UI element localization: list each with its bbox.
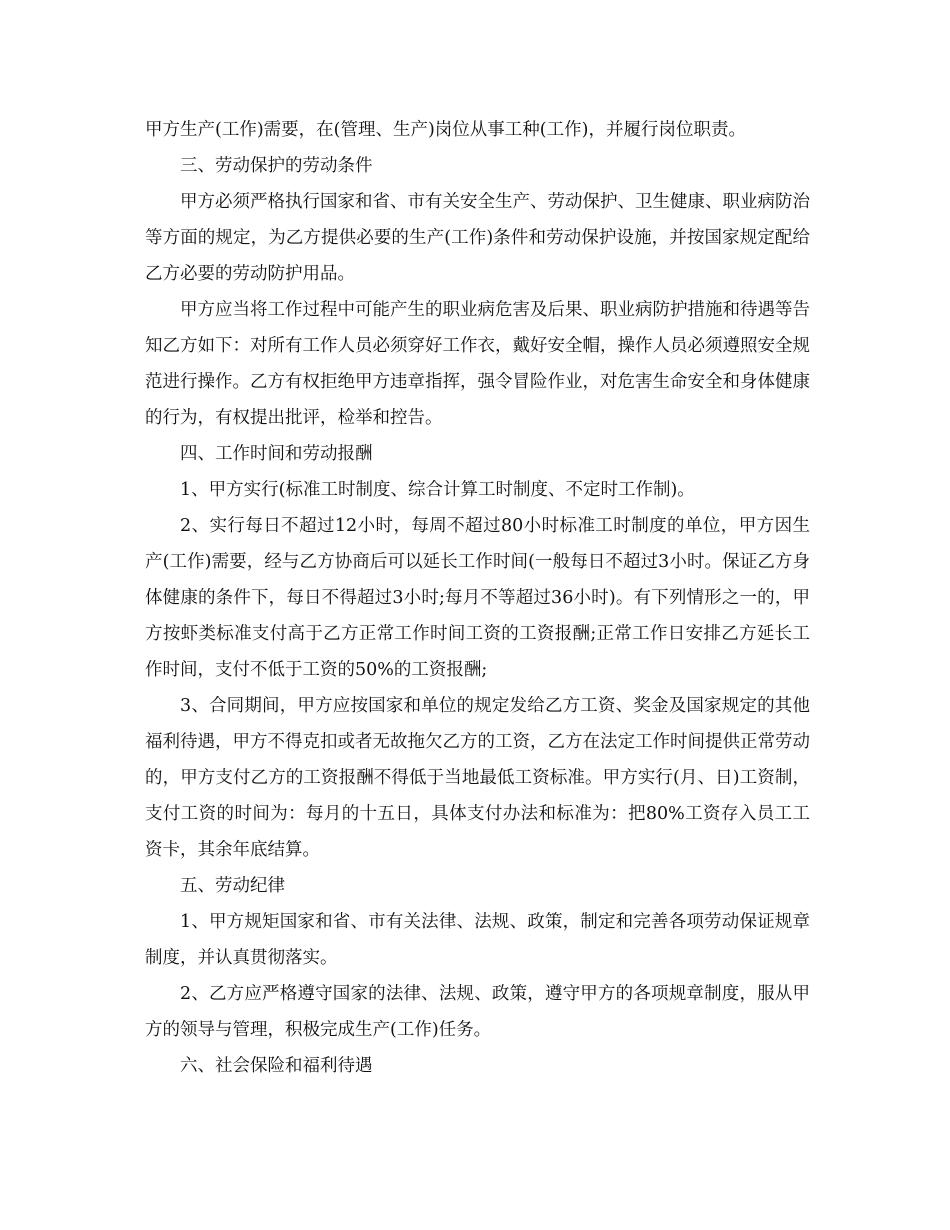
paragraph-employee-obligations: 2、乙方应严格遵守国家的法律、法规、政策，遵守甲方的各项规章制度，服从甲方的领导与管理，积极完成生产(工作)任务。 (145, 984, 810, 1040)
document-body (145, 112, 810, 1084)
paragraph-hazard-notification: 甲方应当将工作过程中可能产生的职业病危害及后果、职业病防护措施和待遇等告知乙方如下：对所有工作人员必须穿好工作衣，戴好安全帽，操作人员必须遵照安全规范进行操作。乙方有权拒绝甲方违章指挥，强令冒险作业，对危害生命安全和身体健康的行为，有权提出批评，检举和控告。 (145, 300, 810, 428)
paragraph-overtime: 2、实行每日不超过12小时，每周不超过80小时标准工时制度的单位，甲方因生产(工作)需要，经与乙方协商后可以延长工作时间(一般每日不超过3小时。保证乙方身体健康的条件下，每日不得超过3小时;每月不等超过36小时)。有下列情形之一的，甲方按虾类标准支付高于乙方正常工作时间工资的工资报酬;正常工作日安排乙方延长工作时间，支付不低于工资的50%的工资报酬; (145, 516, 810, 680)
paragraph-hours-system: 1、甲方实行(标准工时制度、综合计算工时制度、不定时工作制)。 (180, 480, 695, 500)
section-heading-working-hours: 四、工作时间和劳动报酬 (180, 444, 373, 464)
paragraph-job-duties: 甲方生产(工作)需要，在(管理、生产)岗位从事工种(工作)，并履行岗位职责。 (145, 120, 746, 140)
section-heading-social-insurance: 六、社会保险和福利待遇 (180, 1056, 373, 1076)
paragraph-employer-rules: 1、甲方规矩国家和省、市有关法律、法规、政策，制定和完善各项劳动保证规章制度，并认真贯彻落实。 (145, 912, 810, 968)
paragraph-safety-regulations: 甲方必须严格执行国家和省、市有关安全生产、劳动保护、卫生健康、职业病防治等方面的规定，为乙方提供必要的生产(工作)条件和劳动保护设施，并按国家规定配给乙方必要的劳动防护用品。 (145, 192, 810, 284)
paragraph-wages: 3、合同期间，甲方应按国家和单位的规定发给乙方工资、奖金及国家规定的其他福利待遇，甲方不得克扣或者无故拖欠乙方的工资，乙方在法定工作时间提供正常劳动的，甲方支付乙方的工资报酬不得低于当地最低工资标准。甲方实行(月、日)工资制，支付工资的时间为：每月的十五日，具体支付办法和标准为：把80%工资存入员工工资卡，其余年底结算。 (145, 696, 810, 860)
section-heading-labor-discipline: 五、劳动纪律 (180, 876, 285, 896)
section-heading-labor-protection: 三、劳动保护的劳动条件 (180, 156, 373, 176)
